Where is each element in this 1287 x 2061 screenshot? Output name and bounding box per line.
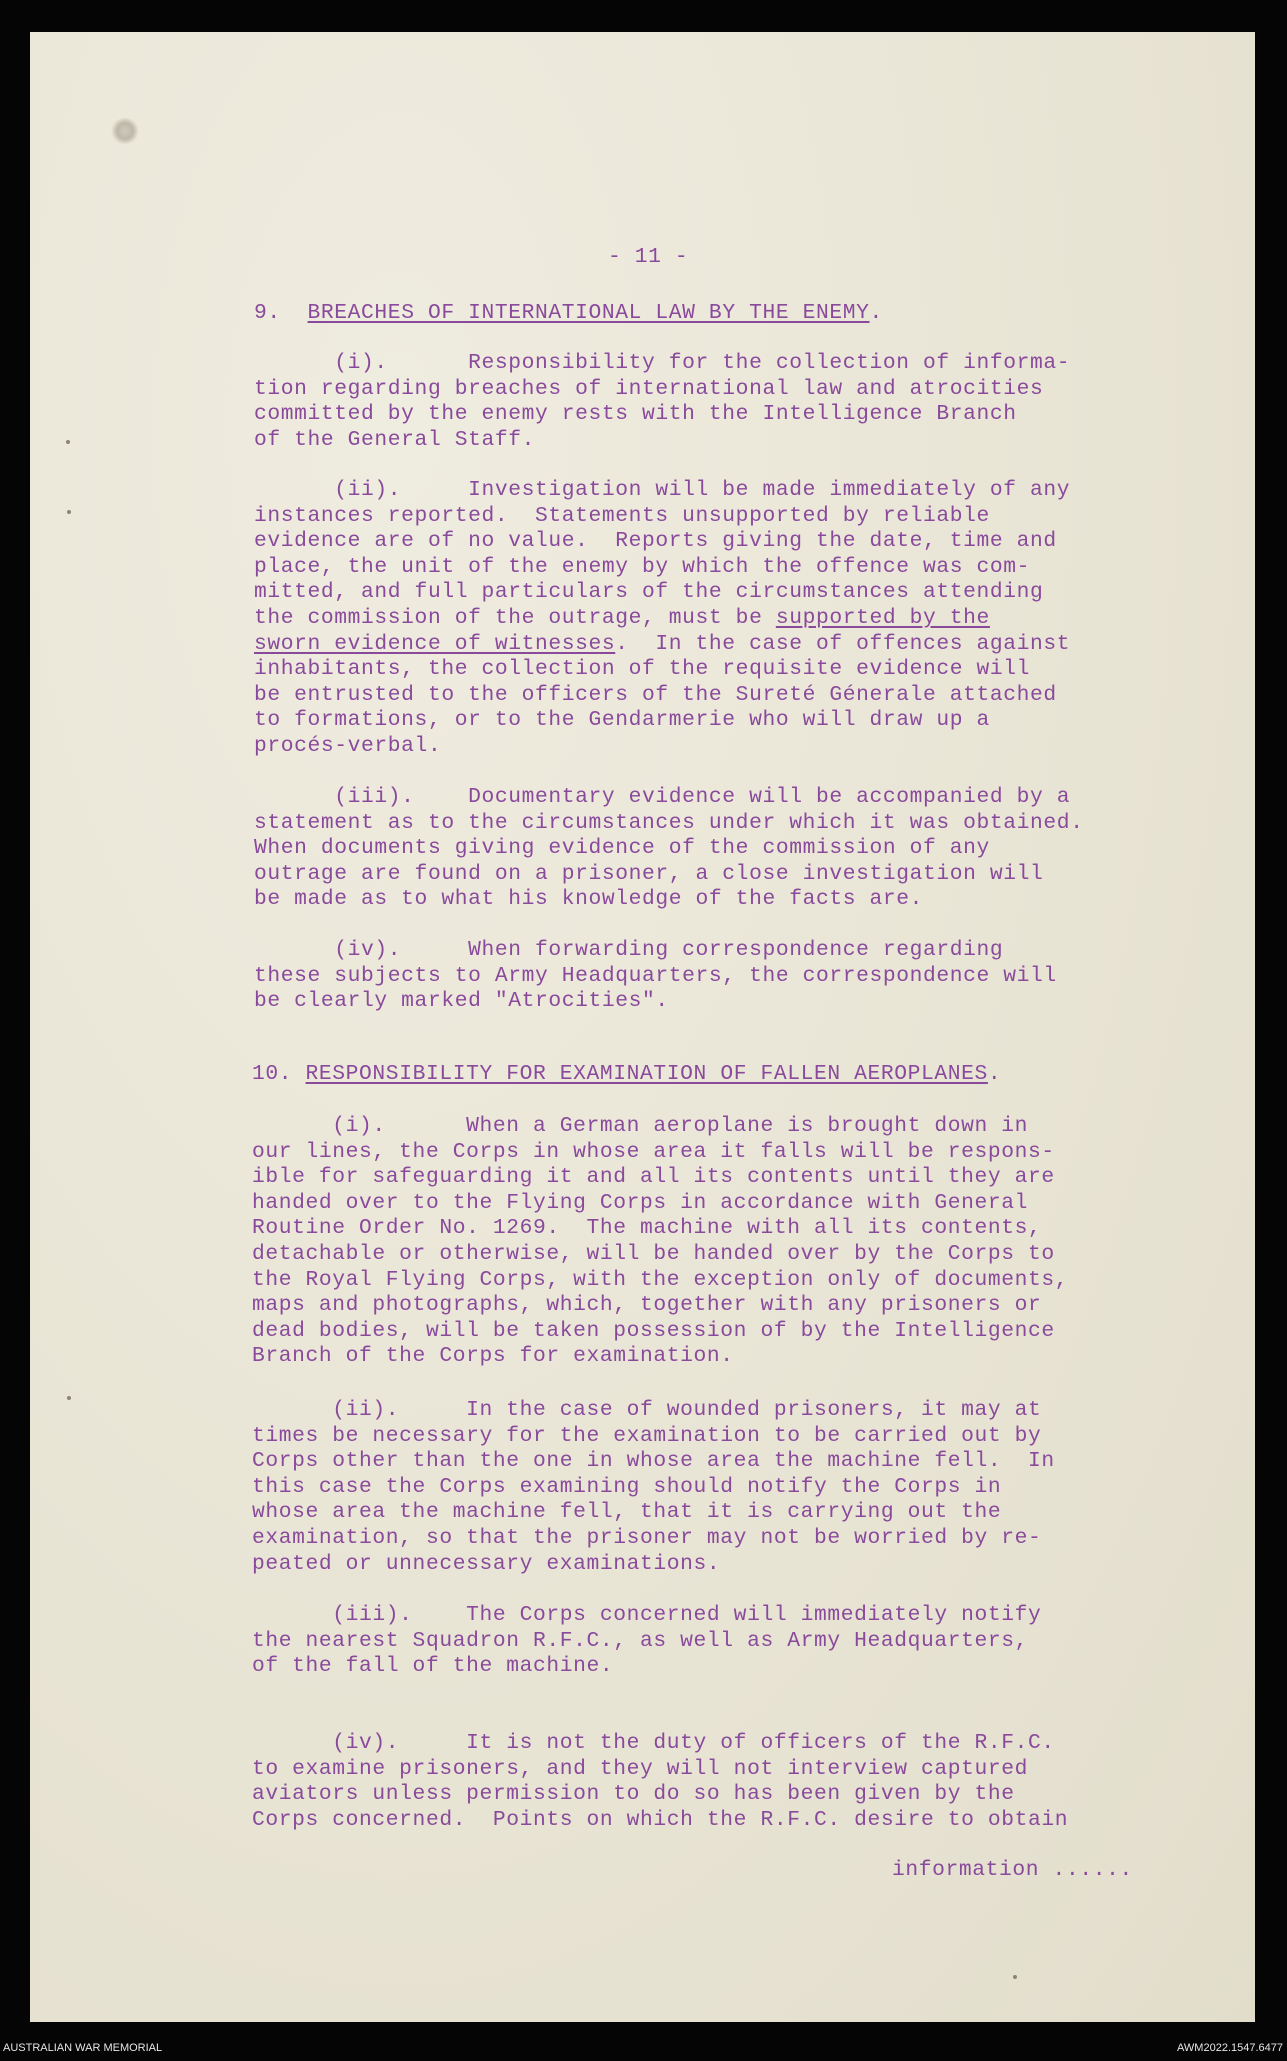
- text-line: (iv). It is not the duty of officers of the R.F.C.: [252, 1731, 1055, 1755]
- text-line: of the fall of the machine.: [252, 1654, 614, 1679]
- text-line: (iii). The Corps concerned will immediately notify: [252, 1603, 1042, 1627]
- text-line: times be necessary for the examination to be carried out by: [252, 1423, 1042, 1448]
- text-line: When documents giving evidence of the commission of any: [254, 836, 990, 861]
- text-line: dead bodies, will be taken possession of by the Intelligence: [252, 1318, 1055, 1343]
- text-line: committed by the enemy rests with the Intelligence Branch: [254, 402, 1017, 427]
- underlined-phrase: sworn evidence of witnesses: [254, 631, 616, 656]
- paper-speck: [66, 440, 70, 444]
- text-line: whose area the machine fell, that it is carrying out the: [252, 1500, 1002, 1525]
- text-line: (i). When a German aeroplane is brought down in: [252, 1114, 1029, 1138]
- catchword: information ......: [892, 1858, 1133, 1882]
- text-line: statement as to the circumstances under which it was obtained.: [254, 810, 1084, 835]
- text-line-with-underline: [254, 606, 1070, 632]
- text-line: inhabitants, the collection of the requisite evidence will: [254, 657, 1031, 682]
- section-9-title: BREACHES OF INTERNATIONAL LAW BY THE ENEMY: [307, 301, 870, 325]
- text-segment: . In the case of offences against: [615, 631, 1071, 656]
- text-line: examination, so that the prisoner may not be worried by re-: [252, 1525, 1042, 1550]
- text-line-with-underline: [254, 632, 1070, 658]
- text-line: our lines, the Corps in whose area it falls will be respons-: [252, 1139, 1055, 1164]
- punch-hole-mark: [110, 118, 140, 144]
- text-line: mitted, and full particulars of the circumstances attending: [254, 580, 1044, 605]
- section-10-para-i: [252, 1114, 1068, 1370]
- text-line: (iii). Documentary evidence will be accompanied by a: [254, 785, 1071, 809]
- text-line: be made as to what his knowledge of the facts are.: [254, 887, 924, 912]
- text-line: (ii). In the case of wounded prisoners, it may at: [252, 1398, 1042, 1422]
- text-line: the Royal Flying Corps, with the exception only of documents,: [252, 1267, 1069, 1292]
- text-line: outrage are found on a prisoner, a close investigation will: [254, 861, 1044, 886]
- paper-speck: [67, 510, 71, 514]
- text-line: (i). Responsibility for the collection of informa-: [254, 351, 1071, 375]
- section-10-para-iii: [252, 1603, 1041, 1680]
- text-line: tion regarding breaches of international law and atrocities: [254, 376, 1044, 401]
- text-line: to formations, or to the Gendarmerie who will draw up a: [254, 708, 990, 733]
- page-number: - 11 -: [608, 245, 689, 269]
- text-line: these subjects to Army Headquarters, the correspondence will: [254, 963, 1057, 988]
- text-line: handed over to the Flying Corps in accordance with General: [252, 1190, 1029, 1215]
- text-line: to examine prisoners, and they will not interview captured: [252, 1756, 1029, 1781]
- text-line: of the General Staff.: [254, 427, 535, 452]
- text-line: be clearly marked "Atrocities".: [254, 989, 669, 1014]
- section-10-para-iv: [252, 1731, 1068, 1833]
- text-line: maps and photographs, which, together with any prisoners or: [252, 1293, 1042, 1318]
- text-segment: the commission of the outrage, must be: [254, 605, 776, 630]
- section-9-para-i: [254, 351, 1070, 453]
- text-line: aviators unless permission to do so has been given by the: [252, 1782, 1015, 1807]
- text-line: be entrusted to the officers of the Sureté Génerale attached: [254, 682, 1057, 707]
- text-line: place, the unit of the enemy by which the offence was com-: [254, 554, 1031, 579]
- section-10-title-end: .: [987, 1062, 1002, 1086]
- text-line: detachable or otherwise, will be handed over by the Corps to: [252, 1241, 1055, 1266]
- text-line: Routine Order No. 1269. The machine with all its contents,: [252, 1216, 1042, 1241]
- text-line: the nearest Squadron R.F.C., as well as Army Headquarters,: [252, 1628, 1029, 1653]
- paper-speck: [67, 1396, 71, 1400]
- underlined-phrase: supported by the: [775, 605, 990, 630]
- text-line: evidence are of no value. Reports giving the date, time and: [254, 529, 1057, 554]
- section-9-title-end: .: [869, 301, 883, 325]
- paper-speck: [1013, 1975, 1017, 1979]
- section-9-heading: [254, 301, 883, 327]
- section-10-number: 10.: [252, 1062, 293, 1086]
- section-9-para-iii: [254, 785, 1084, 913]
- footer-reference: AWM2022.1547.6477: [1177, 2042, 1283, 2054]
- section-10-para-ii: [252, 1398, 1055, 1577]
- footer-institution: AUSTRALIAN WAR MEMORIAL: [3, 2042, 163, 2054]
- text-line: Corps concerned. Points on which the R.F.C. desire to obtain: [252, 1807, 1069, 1832]
- text-line: (iv). When forwarding correspondence regarding: [254, 938, 1004, 962]
- document-page: [30, 32, 1255, 2022]
- section-9-para-iv: [254, 938, 1057, 1015]
- section-10-heading: [252, 1062, 1001, 1088]
- text-line: (ii). Investigation will be made immediately of any: [254, 478, 1071, 502]
- text-line: procés-verbal.: [254, 733, 442, 758]
- text-line: instances reported. Statements unsupported by reliable: [254, 503, 990, 528]
- section-10-title: RESPONSIBILITY FOR EXAMINATION OF FALLEN AEROPLANES: [305, 1062, 988, 1086]
- section-9-number: 9.: [254, 301, 281, 325]
- section-9-para-ii: [254, 478, 1070, 760]
- text-line: Branch of the Corps for examination.: [252, 1344, 734, 1369]
- text-line: this case the Corps examining should notify the Corps in: [252, 1474, 1002, 1499]
- text-line: Corps other than the one in whose area the machine fell. In: [252, 1449, 1055, 1474]
- text-line: ible for safeguarding it and all its contents until they are: [252, 1165, 1055, 1190]
- text-line: peated or unnecessary examinations.: [252, 1551, 721, 1576]
